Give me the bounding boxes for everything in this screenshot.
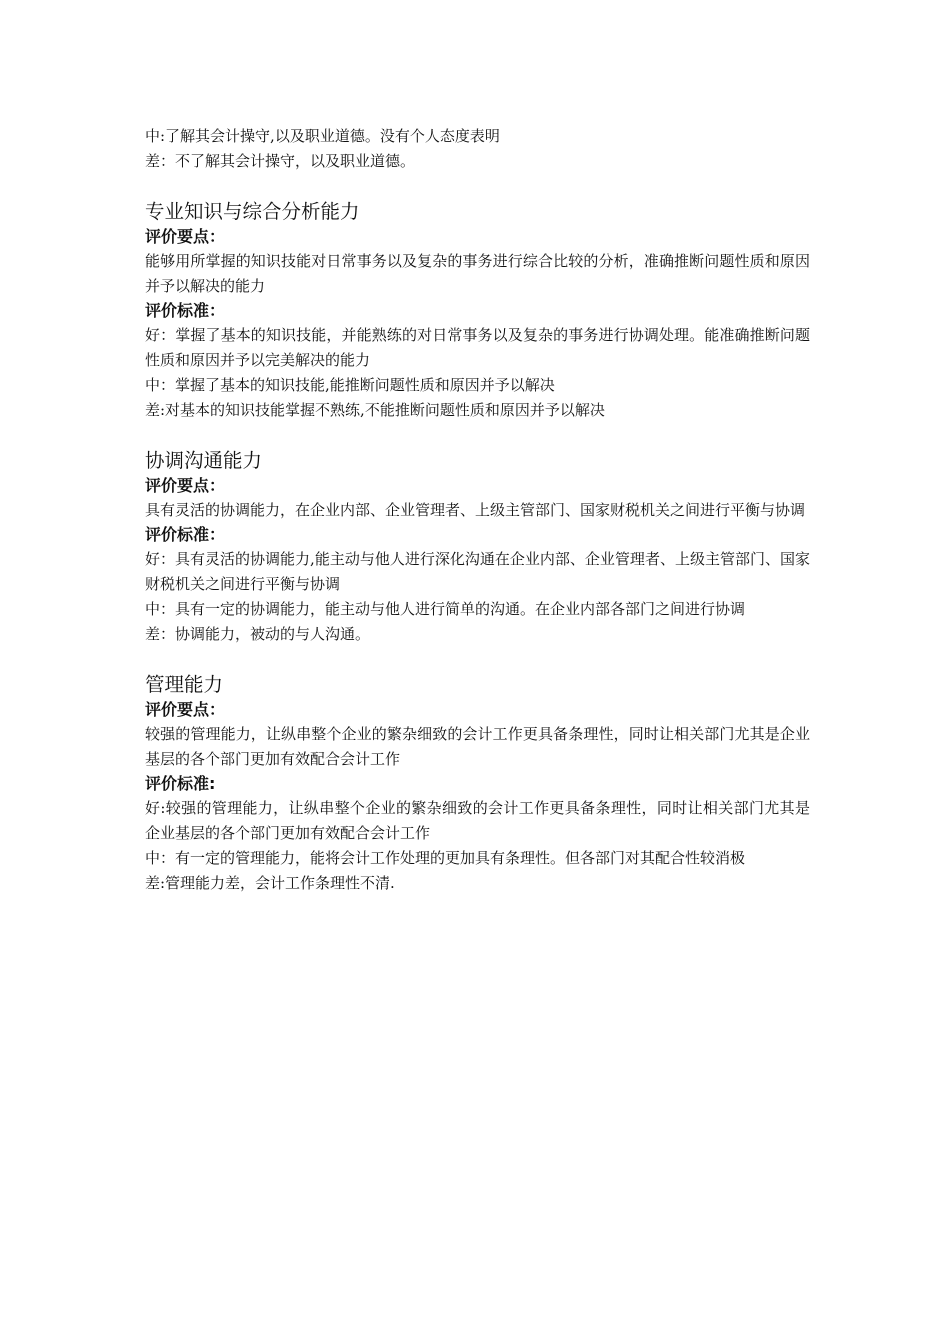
standard-good: 好：掌握了基本的知识技能，并能熟练的对日常事务以及复杂的事务进行协调处理。能准确推断问题性质和原因并予以完美解决的能力 [145, 326, 810, 369]
section-standards-label: 评价标准： [145, 301, 226, 320]
intro-poor: 差：不了解其会计操守，以及职业道德。 [145, 152, 416, 170]
section-points-text: 能够用所掌握的知识技能对日常事务以及复杂的事务进行综合比较的分析，准确推断问题性质和原因并予以解决的能力 [145, 252, 810, 295]
section-points-label: 评价要点： [145, 227, 226, 246]
standard-poor: 差：协调能力，被动的与人沟通。 [145, 625, 371, 643]
section-title-management: 管理能力 [145, 673, 224, 696]
section-points-label: 评价要点： [145, 700, 226, 719]
standard-medium: 中：有一定的管理能力，能将会计工作处理的更加具有条理性。但各部门对其配合性较消极 [145, 849, 746, 867]
standard-good: 好:较强的管理能力，让纵串整个企业的繁杂细致的会计工作更具备条理性，同时让相关部门尤其是企业基层的各个部门更加有效配合会计工作 [145, 799, 810, 842]
standard-poor: 差:管理能力差，会计工作条理性不清. [145, 874, 395, 892]
section-standards-label: 评价标准: [145, 774, 216, 793]
section-standards-label: 评价标准： [145, 525, 226, 544]
standard-medium: 中：掌握了基本的知识技能,能推断问题性质和原因并予以解决 [145, 376, 555, 394]
standard-good: 好：具有灵活的协调能力,能主动与他人进行深化沟通在企业内部、企业管理者、上级主管部门、国家财税机关之间进行平衡与协调 [145, 550, 810, 593]
intro-medium: 中:了解其会计操守,以及职业道德。没有个人态度表明 [145, 127, 500, 145]
standard-poor: 差:对基本的知识技能掌握不熟练,不能推断问题性质和原因并予以解决 [145, 401, 605, 419]
section-points-text: 较强的管理能力，让纵串整个企业的繁杂细致的会计工作更具备条理性，同时让相关部门尤其是企业基层的各个部门更加有效配合会计工作 [145, 725, 810, 768]
section-points-label: 评价要点： [145, 476, 226, 495]
document-body [145, 124, 810, 896]
section-points-text: 具有灵活的协调能力，在企业内部、企业管理者、上级主管部门、国家财税机关之间进行平衡与协调 [145, 501, 806, 519]
section-title-professional-knowledge: 专业知识与综合分析能力 [145, 200, 360, 223]
section-title-coordination: 协调沟通能力 [145, 449, 263, 472]
standard-medium: 中：具有一定的协调能力，能主动与他人进行简单的沟通。在企业内部各部门之间进行协调 [145, 600, 746, 618]
